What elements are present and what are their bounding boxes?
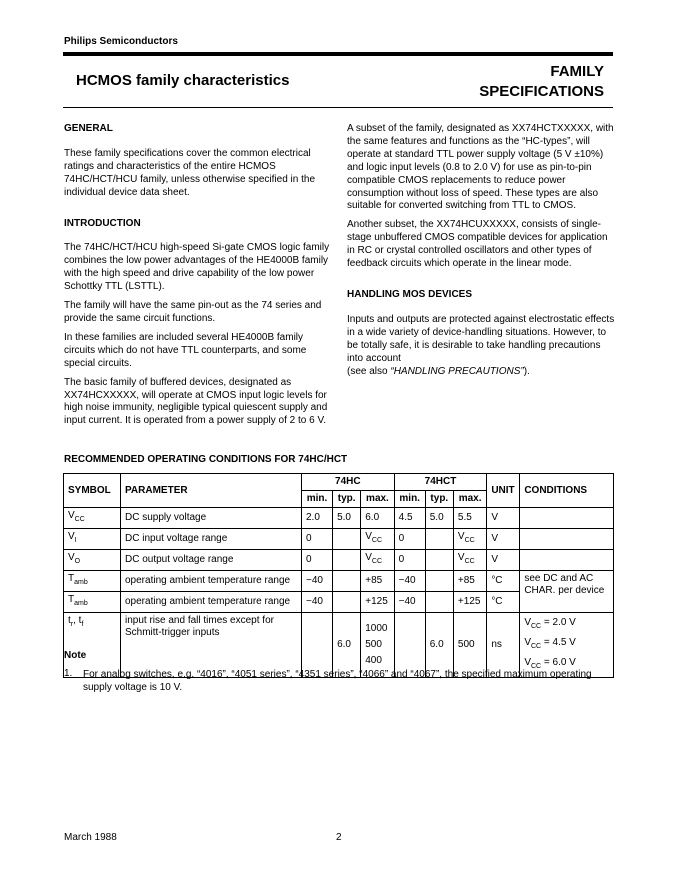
value-cell: +85 [453,571,486,592]
conditions-cell [520,508,614,529]
conditions-header: CONDITIONS [520,474,614,508]
note-heading: Note [64,650,87,661]
parameter-cell: DC supply voltage [121,508,302,529]
hct-header: 74HCT [394,474,487,491]
conditions-cell [520,550,614,571]
handling-paragraph: Inputs and outputs are protected against electrostatic effects in a wide variety of device-handling situations. However, to be totally safe, it is desirable to take handling precautions into account [347,313,615,364]
footer-date: March 1988 [64,832,117,843]
value-cell [333,529,361,550]
header-rule [63,52,613,56]
hct-typ-header: typ. [425,491,453,508]
value-cell: +125 [453,592,486,613]
value-cell: $V_{CC}$ [361,529,394,550]
max-value: 500 [365,639,382,650]
unit-cell: °C [487,592,520,613]
parameter-cell: operating ambient temperature range [121,571,302,592]
unit-cell: °C [487,571,520,592]
value-cell [333,550,361,571]
value-cell: 6.0 [425,613,453,678]
hct-max-header: max. [453,491,486,508]
header-underline [63,107,613,108]
company-name: Philips Semiconductors [64,36,178,47]
unit-cell: V [487,550,520,571]
value-cell [425,529,453,550]
general-paragraph: These family specifications cover the common electrical ratings and characteristics of the entire HCMOS 74HC/HCT/HCU family, unless otherwise specified in the individual device data sheet. [64,147,316,198]
table-row [64,550,614,571]
table-header-row [64,474,614,491]
value-cell: 5.0 [425,508,453,529]
intro-paragraph-1: The 74HC/HCT/HCU high-speed Si-gate CMOS logic family combines the low power advantages of the HE4000B family with the high speed and drive capability of the low power Schottky TTL (LSTTL). [64,242,330,293]
left-column [64,123,332,428]
value-cell: −40 [394,571,425,592]
value-cell: 0 [302,529,333,550]
max-value: 400 [365,655,382,666]
conditions-line: $V_{CC} = 4.5$ V [524,637,576,650]
general-heading: GENERAL [64,123,113,134]
intro-paragraph-2: The family will have the same pin-out as the 74 series and provide the same circuit functions. [64,300,322,324]
conditions-line: see DC and AC [524,573,594,584]
unit-cell: V [487,508,520,529]
conditions-line: CHAR. per device [524,585,605,596]
max-value: 1000 [365,623,388,634]
right-column [347,123,615,378]
value-cell: 500 [453,613,486,678]
value-cell: +85 [361,571,394,592]
symbol-cell: $V_{CC}$ [64,508,121,529]
parameter-line: Schmitt-trigger inputs [125,627,220,638]
conditions-cell [520,571,614,613]
handling-heading: HANDLING MOS DEVICES [347,288,473,300]
value-cell: $V_{CC}$ [453,529,486,550]
document-title: HCMOS family characteristics [76,72,290,89]
value-cell: 0 [394,529,425,550]
value-cell [333,571,361,592]
value-cell [425,571,453,592]
value-cell [425,550,453,571]
document-type-line2: SPECIFICATIONS [479,83,604,100]
intro-paragraph-3: In these families are included several HE4000B family circuits which do not have TTL counterparts, and some special circuits. [64,331,307,369]
symbol-cell: $T_{amb}$ [64,571,121,592]
value-cell: −40 [394,592,425,613]
document-type-line1: FAMILY [550,63,604,80]
symbol-header: SYMBOL [64,474,121,508]
value-cell: 0 [302,550,333,571]
hc-typ-header: typ. [333,491,361,508]
document-type [479,62,604,102]
table-title: RECOMMENDED OPERATING CONDITIONS FOR 74HC/HCT [64,454,348,465]
value-cell [425,592,453,613]
symbol-cell: $T_{amb}$ [64,592,121,613]
value-cell: 2.0 [302,508,333,529]
value-cell: +125 [361,592,394,613]
symbol-cell: $V_O$ [64,550,121,571]
hc-header: 74HC [302,474,395,491]
page-number: 2 [336,832,342,843]
value-cell: $V_{CC}$ [361,550,394,571]
table-row [64,508,614,529]
table-row [64,529,614,550]
value-cell [333,592,361,613]
value-cell: $V_{CC}$ [453,550,486,571]
value-cell: 0 [394,550,425,571]
value-cell: −40 [302,571,333,592]
unit-cell: V [487,529,520,550]
hct-paragraph: A subset of the family, designated as XX74HCTXXXXX, with the same features and functions as the “HC-types”, will operate at standard TTL power supply voltage (5 V ±10%) and logic input levels (0.8 to 2.0 V) for use as pin-to-pin compatible CMOS replacements to reduce power consumption without loss of speed. These types are also suitable for converted switching from TTL to CMOS. [347,123,614,212]
note-number: 1. [64,668,73,679]
value-cell: 4.5 [394,508,425,529]
conditions-line: $V_{CC} = 6.0$ V [524,657,576,670]
intro-paragraph-4: The basic family of buffered devices, designated as XX74HCXXXXX, will operate at CMOS input logic levels for high noise immunity, negligible typical quiescent supply and input current. It is operated from a power supply of 2 to 6 V. [64,376,328,427]
table-row [64,571,614,592]
symbol-cell: $V_I$ [64,529,121,550]
value-cell: 6.0 [361,508,394,529]
handling-see-also: (see also “HANDLING PRECAUTIONS”). [347,365,530,377]
introduction-heading: INTRODUCTION [64,217,141,229]
value-cell: 5.0 [333,508,361,529]
parameter-cell: DC output voltage range [121,550,302,571]
hc-max-header: max. [361,491,394,508]
parameter-cell: DC input voltage range [121,529,302,550]
value-cell: 5.5 [453,508,486,529]
parameter-cell: operating ambient temperature range [121,592,302,613]
value-cell: −40 [302,592,333,613]
hct-min-header: min. [394,491,425,508]
hc-min-header: min. [302,491,333,508]
handling-precautions-reference: “HANDLING PRECAUTIONS” [390,365,524,377]
parameter-line: input rise and fall times except for [125,615,274,626]
conditions-cell [520,529,614,550]
symbol-cell: $t_r$, $t_f$ [64,613,121,678]
hcu-paragraph: Another subset, the XX74HCUXXXXX, consists of single-stage unbuffered CMOS compatible devices for application in RC or crystal controlled oscillators and other types of feedback circuits which operate in the linear mode. [347,219,608,270]
parameter-header: PARAMETER [121,474,302,508]
operating-conditions-table [63,473,614,678]
unit-header: UNIT [487,474,520,508]
value-cell: 6.0 [333,613,361,678]
unit-cell: ns [487,613,520,678]
note-text: For analog switches, e.g. “4016”, “4051 series”, “4351 series”, “4066” and “4067”, the specified maximum operating supply voltage is 10 V. [83,669,592,693]
conditions-line: $V_{CC} = 2.0$ V [524,617,576,630]
